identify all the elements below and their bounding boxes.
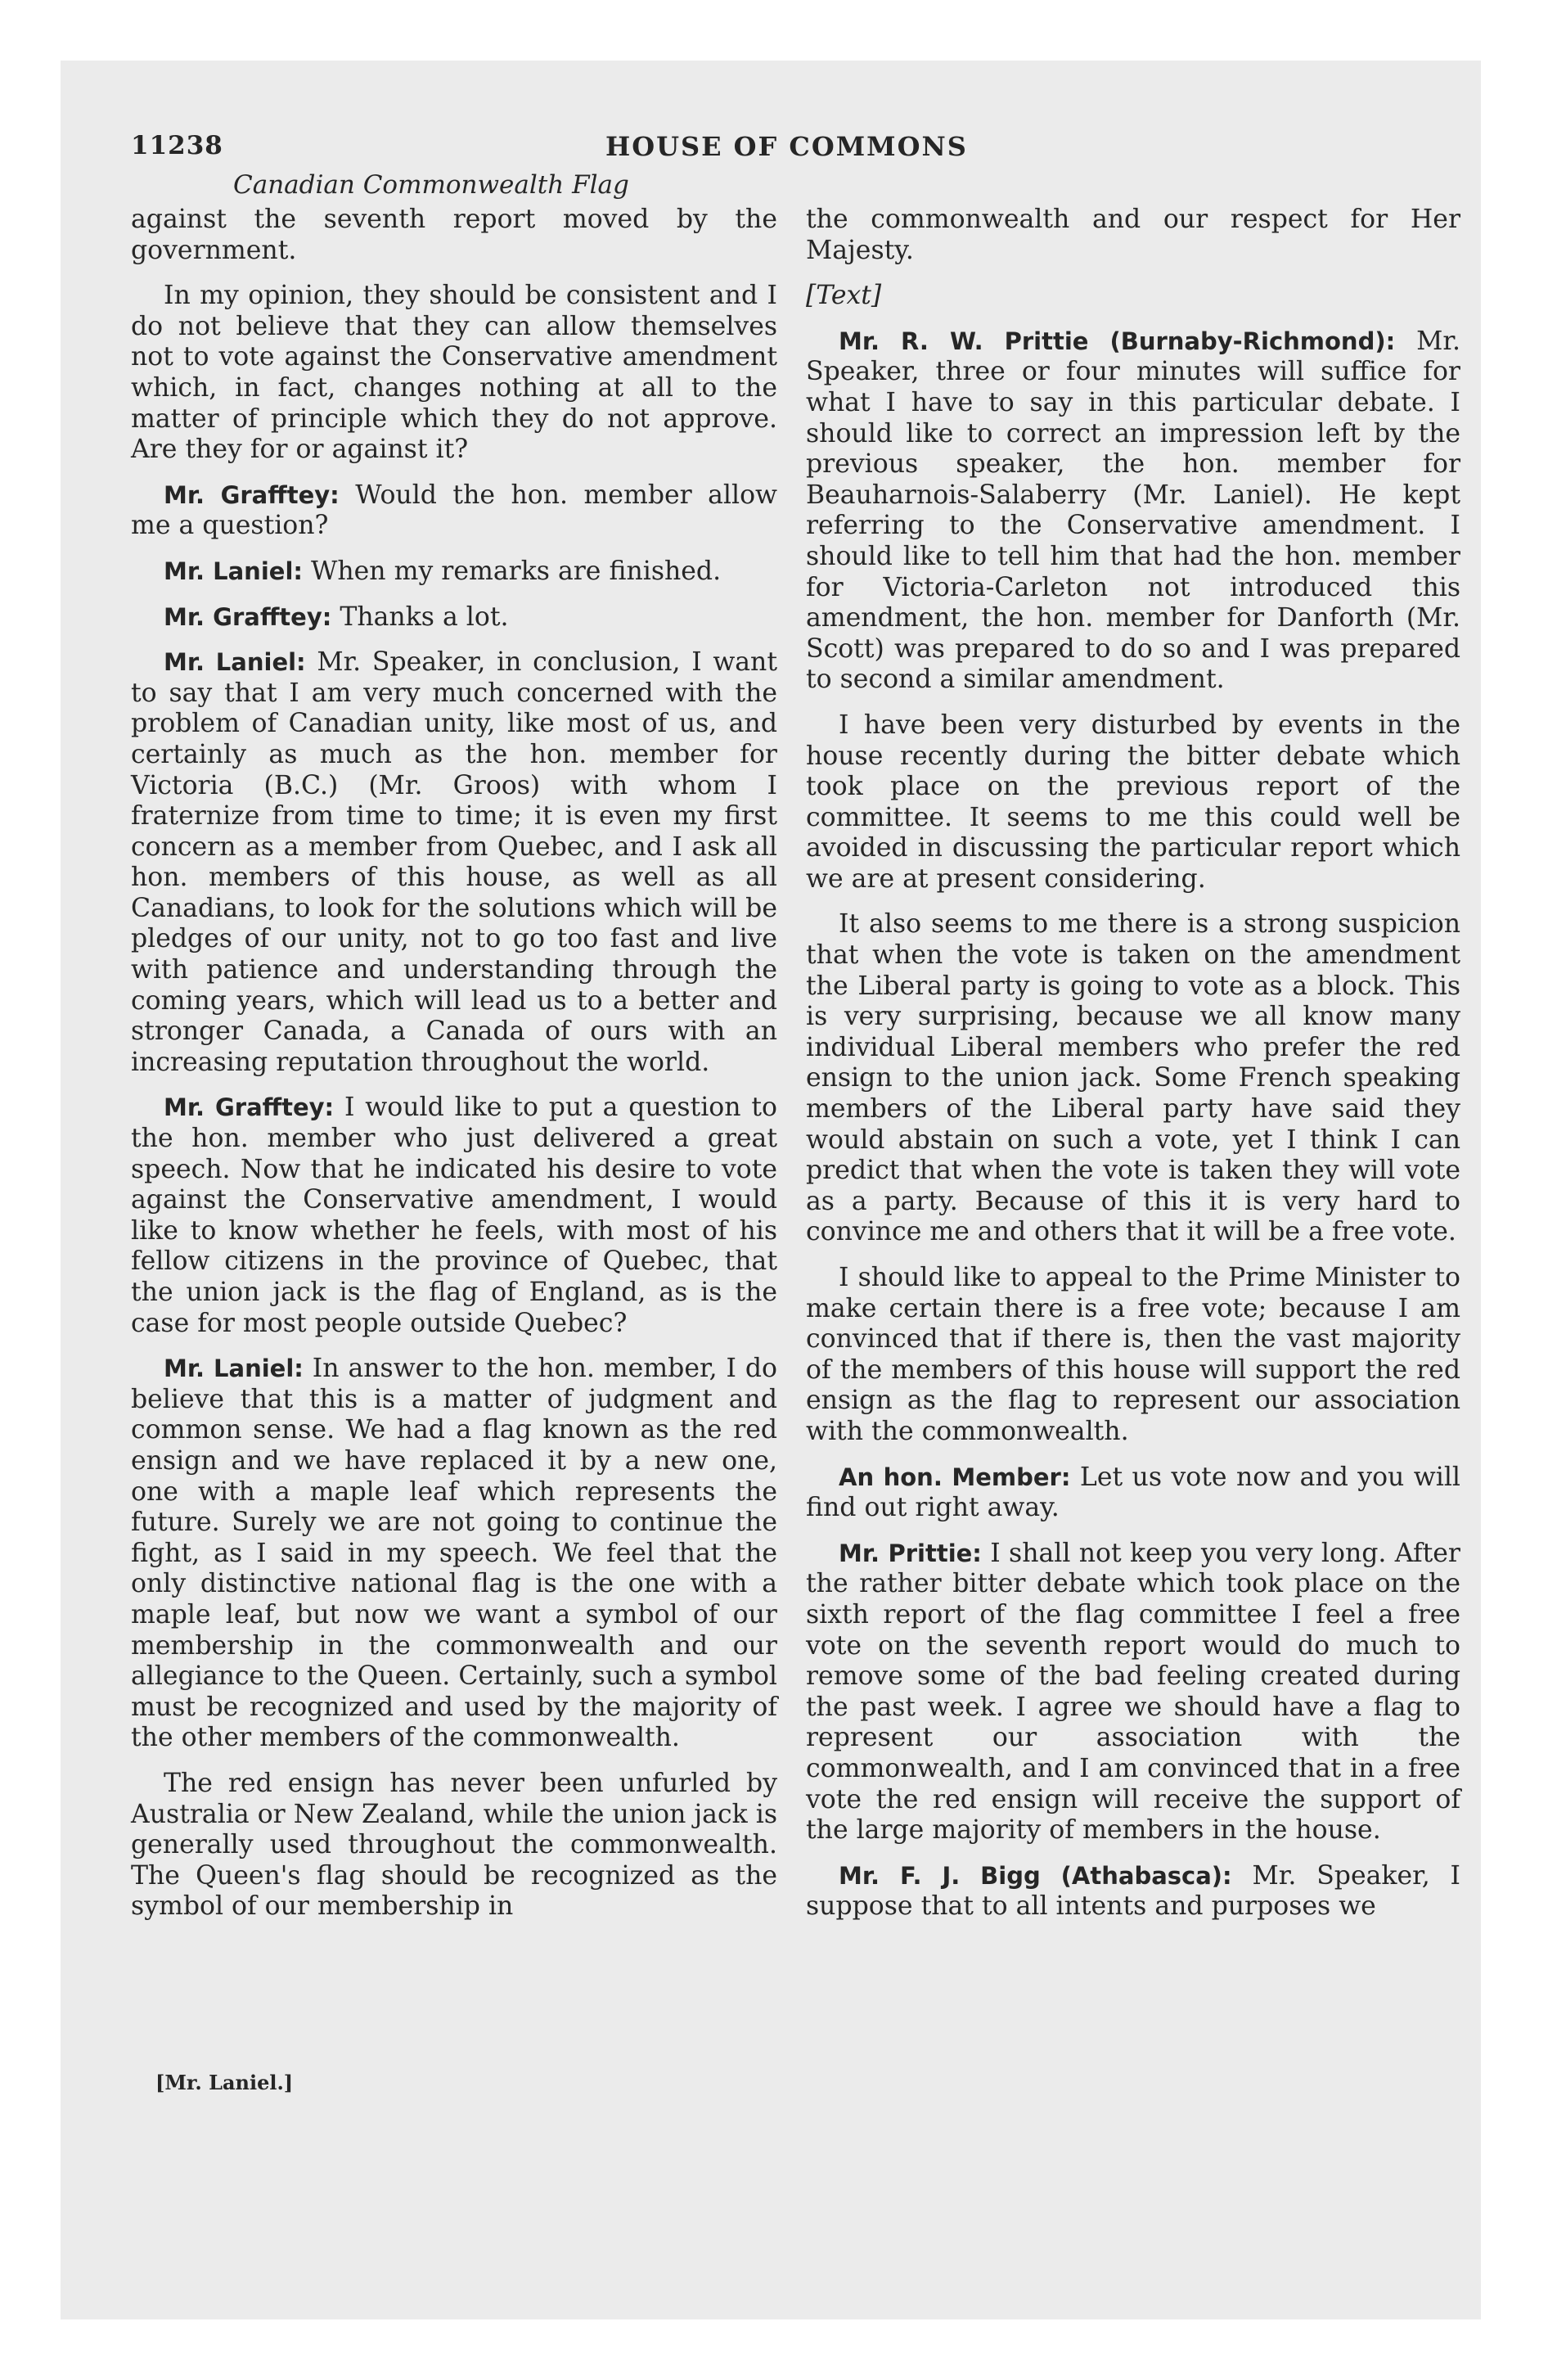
text-tag: [Text] [806, 281, 882, 311]
speech-text: I shall not keep you very long. After the rather bitter debate which took place on the sixth report of the flag committee I feel a free vote on the seventh report would do much to remove some of the bad feeling created during the past week. I agree we should have a flag to represent our association with the commonwealth, and I am convinced that in a free vote the red ensign will receive the support of the large majority of members in the house. [806, 1538, 1460, 1846]
speaker-name: Mr. Grafftey: [164, 602, 332, 631]
paragraph [131, 480, 777, 542]
paragraph [806, 1539, 1460, 1846]
speaker-name: Mr. Grafftey: [164, 1093, 335, 1122]
paragraph: the commonwealth and our respect for Her Majesty. [806, 205, 1460, 265]
speech-text: Thanks a lot. [331, 602, 509, 632]
speaker-name: Mr. F. J. Bigg (Athabasca): [839, 1861, 1232, 1890]
left-column [131, 205, 777, 1937]
speech-text: I would like to put a question to the hon. member who just delivered a great speech. Now that he indicated his desire to vote against the Conservative amendment, I would like to know whether he feels, with most of his fellow citizens in the province of Quebec, that the union jack is the flag of England, as is the case for most people outside Quebec? [131, 1093, 777, 1338]
speech-text: In answer to the hon. member, I do believe that this is a matter of judgment and common sense. We had a flag known as the red ensign and we have replaced it by a new one, one with a maple leaf which represents the future. Surely we are not going to continue the fight, as I said in my speech. We feel that the only distinctive national flag is the one with a maple leaf, but now we want a symbol of our membership in the commonwealth and our allegiance to the Queen. Certainly, such a symbol must be recognized and used by the majority of the other members of the commonwealth. [131, 1354, 777, 1753]
speaker-name: Mr. R. W. Prittie (Burnaby-Richmond): [839, 327, 1396, 355]
paragraph [806, 327, 1460, 696]
paragraph [131, 647, 777, 1078]
speech-text: Mr. Speaker, in conclusion, I want to say that I am very much concerned with the problem of Canadian unity, like most of us, and certainly as much as the hon. member for Victoria (B.C.) (Mr. Groos) with whom I fraternize from time to time; it is even my first concern as a member from Quebec, and I ask all hon. members of this house, as well as all Canadians, to look for the solutions which will be pledges of our unity, not to go too fast and live with patience and understanding through the coming years, which will lead us to a better and stronger Canada, a Canada of ours with an increasing reputation throughout the world. [131, 647, 778, 1077]
section-title: Canadian Commonwealth Flag [233, 170, 629, 200]
right-column [806, 205, 1460, 1937]
page-header [131, 131, 1461, 167]
speaker-name: Mr. Laniel: [164, 648, 306, 677]
paragraph [131, 557, 777, 588]
paragraph [131, 1354, 777, 1754]
speaker-name: Mr. Prittie: [839, 1539, 982, 1567]
paragraph: I should like to appeal to the Prime Minister to make certain there is a free vote; because I am convinced that if there is, then the vast majority of the members of this house will support the red ensign as the flag to represent our association with the commonwealth. [806, 1263, 1460, 1446]
paragraph: In my opinion, they should be consistent and I do not believe that they can allow themselves not to vote against the Conservative amendment which, in fact, changes nothing at all to the matter of principle which they do not approve. Are they for or against it? [131, 281, 777, 465]
paragraph [806, 1861, 1460, 1922]
speaker-name: Mr. Laniel: [164, 557, 303, 585]
paragraph [131, 1093, 777, 1339]
paragraph: against the seventh report moved by the government. [131, 205, 777, 265]
paragraph: I have been very disturbed by events in the house recently during the bitter debate which took place on the previous report of the committee. It seems to me this could well be avoided in discussing the particular report which we are at present considering. [806, 710, 1460, 894]
speech-text: When my remarks are finished. [302, 556, 722, 586]
speech-text: Mr. Speaker, three or four minutes will suffice for what I have to say in this particular debate. I should like to correct an impression left by the previous speaker, the hon. member for Beauharnois-Salaberry (Mr. Laniel). He kept referring to the Conservative amendment. I should like to tell him that had the hon. member for Victoria-Carleton not introduced this amendment, the hon. member for Danforth (Mr. Scott) was prepared to do so and I was prepared to second a similar amendment. [806, 326, 1460, 695]
speaker-name: Mr. Grafftey: [164, 480, 340, 509]
speaker-name: Mr. Laniel: [164, 1355, 304, 1383]
paragraph: It also seems to me there is a strong suspicion that when the vote is taken on the amendment the Liberal party is going to vote as a block. This is very surprising, because we all know many individual Liberal members who prefer the red ensign to the union jack. Some French speaking members of the Liberal party have said they would abstain on such a vote, yet I think I can predict that when the vote is taken they will vote as a party. Because of this it is very hard to convince me and others that it will be a free vote. [806, 909, 1460, 1247]
speaker-name: An hon. Member: [839, 1463, 1071, 1491]
speech-text: Let us vote now and you will find out right away. [806, 1462, 1460, 1523]
speech-text: Mr. Speaker, I suppose that to all intents and purposes we [806, 1860, 1460, 1922]
paragraph [131, 602, 777, 633]
paragraph: The red ensign has never been unfurled by Australia or New Zealand, while the union jack is generally used throughout the commonwealth. The Queen's flag should be recognized as the symbol of our membership in [131, 1768, 777, 1922]
paragraph [806, 1463, 1460, 1524]
page-number: 11238 [131, 131, 223, 160]
speech-text: Would the hon. member allow me a question? [131, 480, 777, 541]
footer-speaker-tag: [Mr. Laniel.] [155, 2071, 294, 2094]
house-title: HOUSE OF COMMONS [605, 131, 968, 162]
